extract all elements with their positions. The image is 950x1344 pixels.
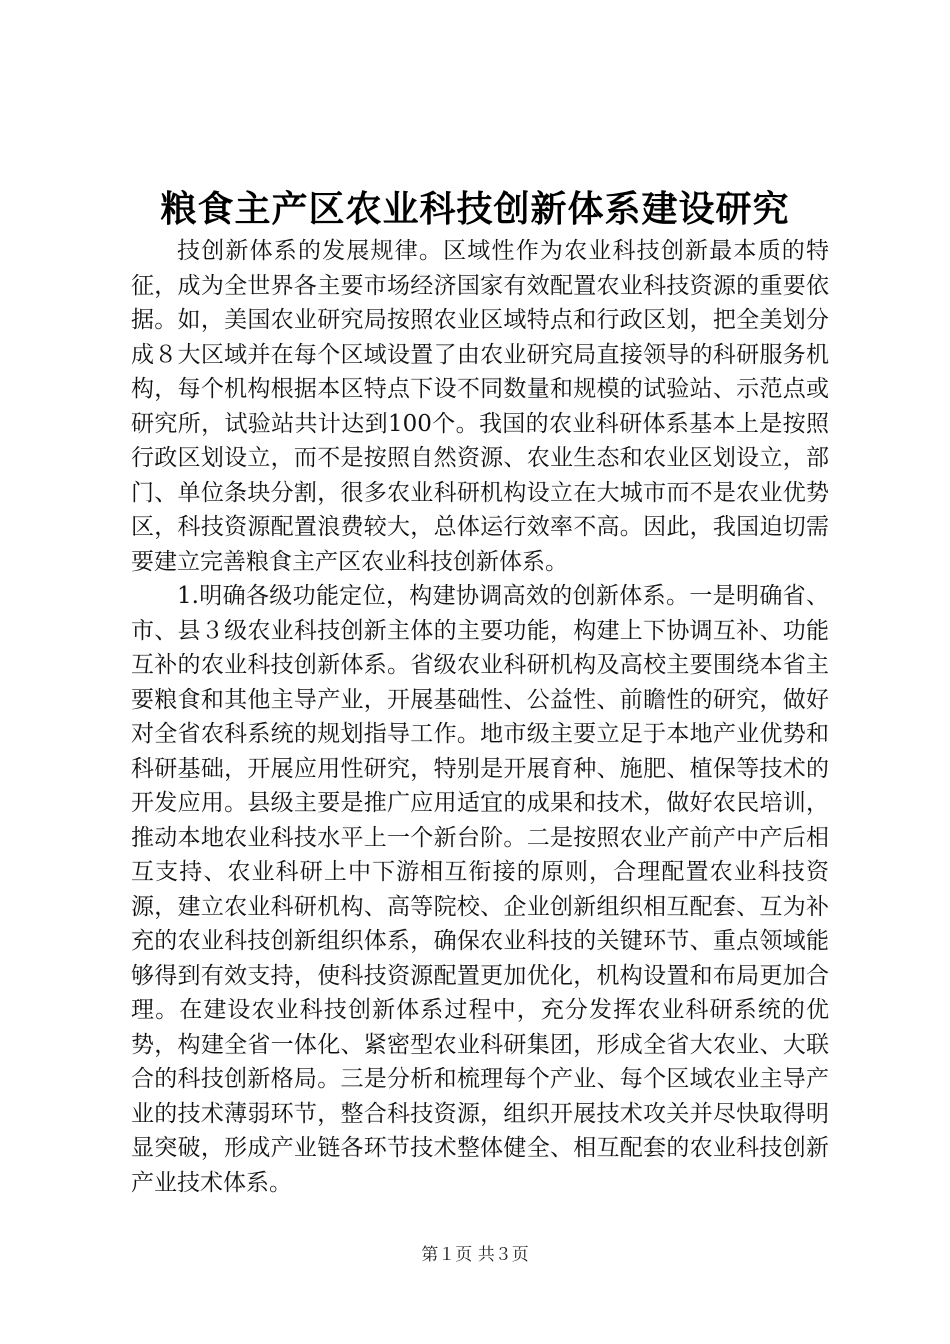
paragraph-section-1: 1.明确各级功能定位，构建协调高效的创新体系。一是明确省、市、县３级农业科技创新主体的主要功能，构建上下协调互补、功能互补的农业科技创新体系。省级农业科研机构及高校主要围绕本省主要粮食和其他主导产业，开展基础性、公益性、前瞻性的研究，做好对全省农科系统的规划指导工作。地市级主要立足于本地产业优势和科研基础，开展应用性研究，特别是开展育种、施肥、植保等技术的开发应用。县级主要是推广应用适宜的成果和技术，做好农民培训，推动本地农业科技水平上一个新台阶。二是按照农业产前产中产后相互支持、农业科研上中下游相互衔接的原则，合理配置农业科技资源，建立农业科研机构、高等院校、企业创新组织相互配套、互为补充的农业科技创新组织体系，确保农业科技的关键环节、重点领域能够得到有效支持，使科技资源配置更加优化，机构设置和布局更加合理。在建设农业科技创新体系过程中，充分发挥农业科研系统的优势，构建全省一体化、紧密型农业科研集团，形成全省大农业、大联合的科技创新格局。三是分析和梳理每个产业、每个区域农业主导产业的技术薄弱环节，整合科技资源，组织开展技术攻关并尽快取得明显突破，形成产业链各环节技术整体健全、相互配套的农业科技创新产业技术体系。 [131,583,829,1196]
document-body [131,234,829,1200]
document-title: 粮食主产区农业科技创新体系建设研究 [160,188,790,230]
page-number-footer: 第１页 共３页 [421,1245,529,1265]
paragraph-intro: 技创新体系的发展规律。区域性作为农业科技创新最本质的特征，成为全世界各主要市场经济国家有效配置农业科技资源的重要依据。如，美国农业研究局按照农业区域特点和行政区划，把全美划分成８大区域并在每个区域设置了由农业研究局直接领导的科研服务机构，每个机构根据本区特点下设不同数量和规模的试验站、示范点或研究所，试验站共计达到100个。我国的农业科研体系基本上是按照行政区划设立，而不是按照自然资源、农业生态和农业区划设立，部门、单位条块分割，很多农业科研机构设立在大城市而不是农业优势区，科技资源配置浪费较大，总体运行效率不高。因此，我国迫切需要建立完善粮食主产区农业科技创新体系。 [131,238,829,575]
